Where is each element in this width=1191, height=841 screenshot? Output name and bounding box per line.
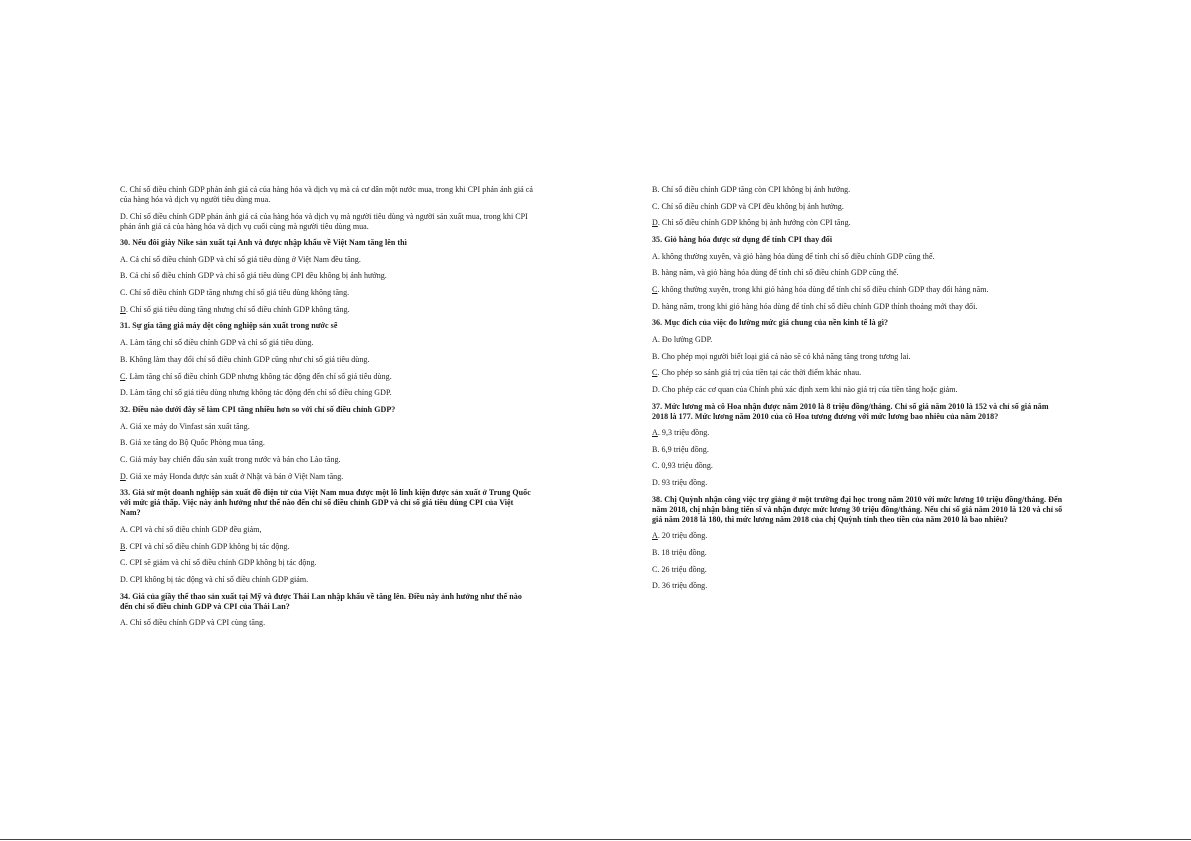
question-text: 34. Giá của giầy thể thao sản xuất tại Mỹ và được Thái Lan nhập khẩu về tăng lên. Điều này ảnh hưởng như thế nào đến chỉ số điều chỉnh GDP và CPI của Thái Lan? [120,591,522,611]
answer-option: A. Cả chỉ số điều chỉnh GDP và chỉ số giá tiêu dùng ở Việt Nam đều tăng. [120,254,361,264]
correct-answer-option [652,218,1066,228]
question-text: 31. Sự gia tăng giá máy dệt công nghiệp sản xuất trong nước sẽ [120,321,338,331]
answer-letter: C [652,368,658,378]
answer-letter: D [652,218,658,228]
answer-letter: A [652,428,658,438]
correct-answer-option [652,428,1066,438]
bottom-divider [0,839,1191,840]
question-text: 37. Mức lương mà cô Hoa nhận được năm 2010 là 8 triệu đồng/tháng. Chỉ số giá năm 2010 là 152 và chỉ số giá năm 2018 là 177. Mức lương năm 2010 của cô Hoa tương đương với mức lương bao nhiêu của năm 2018? [652,401,1049,421]
left-column [120,185,534,635]
answer-option: A. không thường xuyên, và giỏ hàng hóa dùng để tính chỉ số điều chỉnh GDP cũng thế. [652,251,935,261]
answer-text: . Chỉ số điều chỉnh GDP không bị ảnh hưởng còn CPI tăng. [657,218,851,228]
answer-option: B. Chỉ số điều chỉnh GDP tăng còn CPI không bị ảnh hưởng. [652,185,851,194]
answer-text: . không thường xuyên, trong khi giỏ hàng hóa dùng để tính chỉ số điều chỉnh GDP thay đổi hàng năm. [657,285,989,295]
answer-option: B. Giá xe tăng do Bộ Quốc Phòng mua tăng. [120,438,265,448]
question-text: 38. Chị Quỳnh nhận công việc trợ giảng ở một trường đại học trong năm 2010 với mức lương 10 triệu đồng/tháng. Đến năm 2018, chị nhận bằng tiến sĩ và nhận được mức lương 30 triệu đồng/tháng. Nếu chỉ số giá năm 2010 là 120 và chỉ số giá năm 2018 là 180, thì mức lương năm 2018 của chị Quỳnh tính theo tiền của năm 2010 là bao nhiêu? [652,494,1063,524]
answer-option: B. hàng năm, và giỏ hàng hóa dùng để tính chỉ số điều chỉnh GDP cũng thế. [652,268,899,278]
answer-option: C. Chỉ số điều chỉnh GDP tăng nhưng chỉ số giá tiêu dùng không tăng. [120,288,350,298]
answer-text: . 9,3 triệu đồng. [657,428,710,438]
answer-letter: D [120,471,126,481]
answer-letter: D [120,304,126,314]
answer-letter: A [652,531,658,541]
right-column [652,185,1066,598]
question-text: 30. Nếu đôi giày Nike sản xuất tại Anh và được nhập khẩu về Việt Nam tăng lên thì [120,238,407,247]
answer-letter: B [120,541,126,551]
answer-letter: C [120,371,126,381]
answer-text: . Giá xe máy Honda được sản xuất ở Nhật và bán ở Việt Nam tăng. [125,471,344,481]
answer-option: B. Cả chỉ số điều chỉnh GDP và chỉ số giá tiêu dùng CPI đều không bị ảnh hưởng. [120,271,387,281]
correct-answer-option [120,372,534,382]
answer-option: A. Làm tăng chỉ số điều chỉnh GDP và chỉ số giá tiêu dùng. [120,338,314,348]
correct-answer-option [120,542,534,552]
answer-option: C. CPI sẽ giảm và chỉ số điều chỉnh GDP không bị tác động. [120,558,317,568]
answer-option: C. 26 triệu đồng. [652,564,707,574]
question-text: 35. Giỏ hàng hóa được sử dụng để tính CPI thay đổi [652,235,833,245]
question-text: 32. Điều nào dưới đây sẽ làm CPI tăng nhiều hơn so với chỉ số điều chỉnh GDP? [120,404,396,414]
answer-text: . Cho phép so sánh giá trị của tiền tại các thời điểm khác nhau. [657,368,862,378]
answer-text: . 20 triệu đồng. [657,531,708,541]
answer-letter: C [652,285,658,295]
correct-answer-option [652,285,1066,295]
answer-option: D. hàng năm, trong khi giỏ hàng hóa dùng để tính chỉ số điều chỉnh GDP thỉnh thoảng mới thay đổi. [652,301,978,311]
answer-option: C. Giá máy bay chiến đấu sản xuất trong nước và bán cho Lào tăng. [120,454,341,464]
question-text: 33. Giả sử một doanh nghiệp sản xuất đồ điện tử của Việt Nam mua được một lô linh kiện được sản xuất ở Trung Quốc với mức giá thấp. Việc này ảnh hưởng như thế nào đến chỉ số điều chỉnh GDP và chỉ số giá tiêu dùng CPI của Việt Nam? [120,488,531,518]
answer-text: . CPI và chỉ số điều chỉnh GDP không bị tác động. [125,541,290,551]
correct-answer-option [120,305,534,315]
answer-option: D. CPI không bị tác động và chỉ số điều chỉnh GDP giảm. [120,574,309,584]
answer-option: D. Cho phép các cơ quan của Chính phủ xác định xem khi nào giá trị của tiền tăng hoặc giảm. [652,384,958,394]
answer-option: A. Giá xe máy do Vinfast sản xuất tăng. [120,421,250,431]
answer-option: D. 36 triệu đồng. [652,581,708,591]
answer-option: A. CPI và chỉ số điều chỉnh GDP đều giảm, [120,524,262,534]
answer-option: B. 6,9 triệu đồng. [652,444,709,454]
answer-option: D. Làm tăng chỉ số giá tiêu dùng nhưng không tác động đến chỉ số điều chỉng GDP. [120,388,392,398]
correct-answer-option [652,368,1066,378]
answer-option: B. Không làm thay đổi chỉ số điều chỉnh GDP cũng như chỉ số giá tiêu dùng. [120,354,370,364]
question-text: 36. Mục đích của việc đo lường mức giá chung của nền kinh tế là gì? [652,318,889,328]
answer-option: C. 0,93 triệu đồng. [652,461,713,471]
answer-option: C. Chỉ số điều chỉnh GDP và CPI đều không bị ảnh hưởng. [652,201,844,211]
answer-option: B. Cho phép mọi người biết loại giá cả nào sẽ có khả năng tăng trong tương lai. [652,351,911,361]
answer-text: . Làm tăng chỉ số điều chỉnh GDP nhưng không tác động đến chỉ số giá tiêu dùng. [125,371,392,381]
answer-text: . Chỉ số giá tiêu dùng tăng nhưng chỉ số điều chỉnh GDP không tăng. [125,304,350,314]
answer-option: C. Chỉ số điều chỉnh GDP phản ánh giá cả của hàng hóa và dịch vụ mà cả cư dân một nước mua, trong khi CPI phản ánh giá cả của hàng hóa và dịch vụ người tiêu dùng mua. [120,185,533,204]
answer-option: A. Đo lường GDP. [652,334,713,344]
answer-option: B. 18 triệu đồng. [652,548,707,557]
answer-option: D. Chỉ số điều chỉnh GDP phản ánh giá cả của hàng hóa và dịch vụ mà người tiêu dùng và người sản xuất mua, trong khi CPI phản ánh giá cả của hàng hóa và dịch vụ cuối cùng mà người tiêu dùng mua. [120,211,528,231]
correct-answer-option [120,472,534,482]
answer-option: A. Chỉ số điều chỉnh GDP và CPI cùng tăng. [120,618,266,628]
answer-option: D. 93 triệu đồng. [652,478,708,488]
correct-answer-option [652,531,1066,541]
